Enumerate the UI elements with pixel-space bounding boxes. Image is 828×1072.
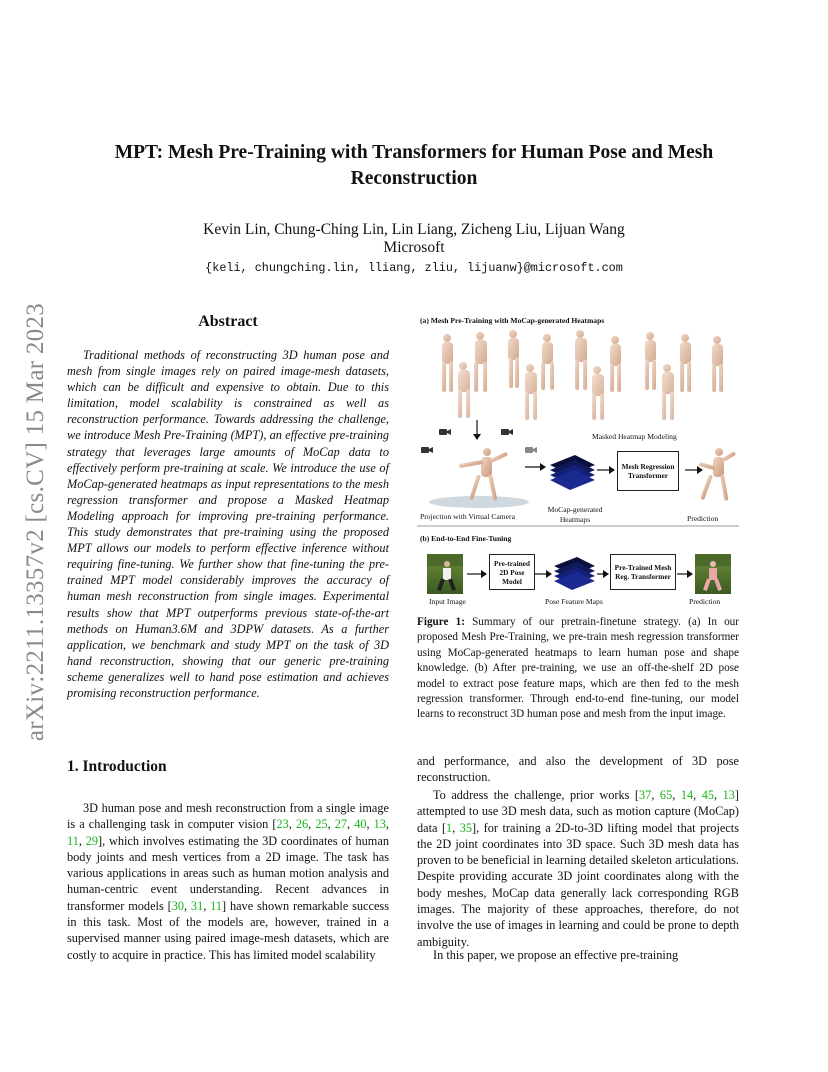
panel-b-title: (b) End-to-End Fine-Tuning bbox=[420, 534, 512, 543]
arxiv-stamp: arXiv:2211.13357v2 [cs.CV] 15 Mar 2023 bbox=[22, 302, 49, 742]
mocap-heatmaps-label: MoCap-generated Heatmaps bbox=[547, 505, 603, 524]
citation-group: 30, 31, 11 bbox=[171, 898, 222, 913]
figure-caption: Figure 1: Summary of our pretrain-finetune strategy. (a) In our proposed Mesh Pre-Training, we pre-train mesh regression transformer using MoCap-generated heatmaps to learn human pose and shape knowledge. (b) After pre-training, we use an off-the-shelf 2D pose model to extract pose feature maps, which are then fed to the mesh regression transformer. Through end-to-end fine-tuning, our model learns to reconstruct 3D human pose and mesh from the input image. bbox=[417, 616, 740, 721]
panel-a-title: (a) Mesh Pre-Training with MoCap-generated Heatmaps bbox=[420, 316, 605, 325]
citation-link[interactable]: 1 bbox=[446, 820, 453, 835]
author-emails: {keli, chungching.lin, lliang, zliu, lijuanw}@microsoft.com bbox=[205, 261, 623, 275]
citation-link[interactable]: 25 bbox=[315, 817, 328, 832]
mesh-reg-box: Pre-Trained Mesh Reg. Transformer bbox=[610, 554, 676, 590]
citation-link[interactable]: 65 bbox=[659, 788, 673, 802]
figure-1 bbox=[417, 312, 739, 610]
projection-label: Projection with Virtual Camera bbox=[420, 512, 515, 521]
heatmap-stack bbox=[550, 455, 595, 490]
citation-link[interactable]: 35 bbox=[459, 820, 473, 835]
paper-title: MPT: Mesh Pre-Training with Transformers for Human Pose and Mesh Reconstruction bbox=[114, 142, 714, 189]
input-image bbox=[427, 554, 463, 594]
right-paragraph-3: In this paper, we propose an effective pre-training bbox=[433, 948, 679, 962]
pose-feature-maps bbox=[554, 557, 595, 590]
citation-group: 1, 35 bbox=[446, 820, 473, 835]
prediction-label-b: Prediction bbox=[689, 597, 721, 606]
prediction-figure bbox=[699, 448, 736, 501]
figure-graphics bbox=[417, 312, 739, 610]
citation-link[interactable]: 14 bbox=[680, 788, 694, 802]
citation-link[interactable]: 26 bbox=[295, 817, 309, 832]
citation-group: 37, 65, 14, 45, 13 bbox=[639, 788, 735, 802]
citation-link[interactable]: 45 bbox=[701, 788, 714, 802]
mocap-mesh-crowd bbox=[442, 330, 723, 420]
citation-link[interactable]: 29 bbox=[85, 833, 99, 848]
citation-link[interactable]: 40 bbox=[354, 817, 367, 832]
author-list: Kevin Lin, Chung-Ching Lin, Lin Liang, Zicheng Liu, Lijuan Wang bbox=[203, 221, 625, 238]
mesh-regression-box: Mesh Regression Transformer bbox=[617, 451, 679, 491]
pose-maps-label: Pose Feature Maps bbox=[545, 597, 603, 606]
citation-group: 23, 26, 25, 27, 40, 13, 11, 29 bbox=[67, 817, 389, 848]
right-paragraph-1: and performance, and also the development of 3D pose reconstruction. bbox=[417, 754, 739, 785]
citation-link[interactable]: 37 bbox=[639, 788, 652, 802]
prediction-image bbox=[695, 554, 731, 594]
citation-link[interactable]: 11 bbox=[67, 833, 79, 848]
citation-link[interactable]: 13 bbox=[722, 788, 735, 802]
prediction-label-a: Prediction bbox=[687, 514, 719, 523]
right-paragraph-2: To address the challenge, prior works [37, 65, 14, 45, 13] attempted to use 3D mesh data, such as motion capture (MoCap) data [1, 35], for training a 2D-to-3D lifting model that projects the 2D joint coordinates into 3D space. Such 3D mesh data has proven to be beneficial in learning detailed skeleton articulations. Despite providing accurate 3D joint coordinates along with the body meshes, MoCap data generally lack corresponding RGB images. The majority of these approaches, therefore, do not involve the use of images in learning and could be prone to depth ambiguity. bbox=[417, 788, 739, 949]
input-image-label: Input Image bbox=[429, 597, 466, 606]
abstract-text: Traditional methods of reconstructing 3D human pose and mesh from single images rely on paired image-mesh datasets, which can be difficult and expensive to obtain. Due to this limitation, model scalability is constrained as well as reconstruction performance. Towards addressing the challenge, we introduce Mesh Pre-Training (MPT), an effective pre-training strategy that leverages large amounts of MoCap data to effectively perform pre-training at scale. We introduce the use of MoCap-generated heatmaps as input representations to the mesh regression transformer and propose a Masked Heatmap Modeling approach for improving pre-training performance. This study demonstrates that pre-training using the proposed MPT allows our models to perform effective inference without requiring fine-tuning. We further show that fine-tuning the pre-trained MPT model considerably improves the accuracy of human mesh reconstruction from single images. Experimental results show that MPT outperforms previous state-of-the-art methods on Human3.6M and 3DPW datasets. As a further application, we benchmark and study MPT on the task of 3D hand reconstruction, showing that our generic pre-training scheme generalizes well to hand pose estimation and achieves promising reconstruction performance. bbox=[67, 348, 389, 700]
abstract-heading: Abstract bbox=[198, 313, 258, 330]
masked-heatmap-label: Masked Heatmap Modeling bbox=[592, 432, 677, 441]
intro-paragraph: 3D human pose and mesh reconstruction from a single image is a challenging task in computer vision [23, 26, 25, 27, 40, 13, 11, 29], which involves estimating the 3D coordinates of human body joints and mesh vertices from a 2D image. The task has various applications in areas such as human motion analysis and human-centric event understanding. Recent advances in transformer models [30, 31, 11] have shown remarkable success in this task. Most of the models are, however, trained in a supervised manner using paired image-mesh datasets, which are costly to acquire in practice. This has limited model scalability bbox=[67, 801, 390, 962]
projection-figure bbox=[429, 448, 529, 508]
citation-link[interactable]: 30 bbox=[171, 898, 184, 913]
camera-icon bbox=[421, 429, 537, 453]
citation-link[interactable]: 23 bbox=[276, 817, 289, 832]
citation-link[interactable]: 27 bbox=[334, 817, 348, 832]
section-heading-introduction: 1. Introduction bbox=[67, 758, 167, 775]
citation-link[interactable]: 11 bbox=[210, 898, 222, 913]
affiliation: Microsoft bbox=[383, 239, 445, 256]
citation-link[interactable]: 31 bbox=[190, 898, 204, 913]
pose-model-box: Pre-trained 2D Pose Model bbox=[489, 554, 535, 590]
citation-link[interactable]: 13 bbox=[373, 817, 386, 832]
